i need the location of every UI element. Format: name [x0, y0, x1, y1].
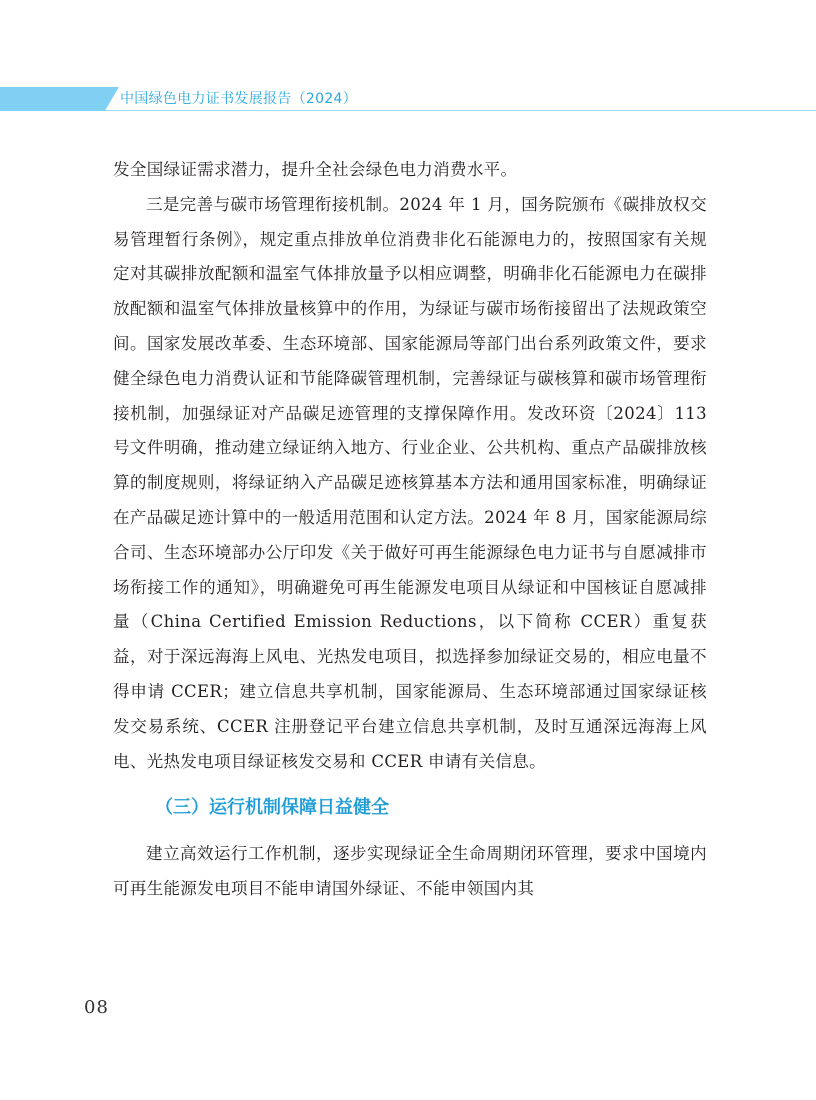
page-body	[113, 153, 707, 907]
body-paragraph-carbon-market: 三是完善与碳市场管理衔接机制。2024 年 1 月，国务院颁布《碳排放权交易管理暂行条例》，规定重点排放单位消费非化石能源电力的，按照国家有关规定对其碳排放配额和温室气体排放量予以相应调整，明确非化石能源电力在碳排放配额和温室气体排放量核算中的作用，为绿证与碳市场衔接留出了法规政策空间。国家发展改革委、生态环境部、国家能源局等部门出台系列政策文件，要求健全绿色电力消费认证和节能降碳管理机制，完善绿证与碳核算和碳市场管理衔接机制，加强绿证对产品碳足迹管理的支撑保障作用。发改环资〔2024〕113 号文件明确，推动建立绿证纳入地方、行业企业、公共机构、重点产品碳排放核算的制度规则，将绿证纳入产品碳足迹核算基本方法和通用国家标准，明确绿证在产品碳足迹计算中的一般适用范围和认定方法。2024 年 8 月，国家能源局综合司、生态环境部办公厅印发《关于做好可再生能源绿色电力证书与自愿减排市场衔接工作的通知》，明确避免可再生能源发电项目从绿证和中国核证自愿减排量（China Certified Emission Reductions，以下简称 CCER）重复获益，对于深远海海上风电、光热发电项目，拟选择参加绿证交易的，相应电量不得申请 CCER；建立信息共享机制，国家能源局、生态环境部通过国家绿证核发交易系统、CCER 注册登记平台建立信息共享机制，及时互通深远海海上风电、光热发电项目绿证核发交易和 CCER 申请有关信息。	[113, 194, 707, 771]
body-paragraph-continuation: 发全国绿证需求潜力，提升全社会绿色电力消费水平。	[113, 160, 518, 179]
body-paragraph-mechanism: 建立高效运行工作机制，逐步实现绿证全生命周期闭环管理，要求中国境内可再生能源发电项目不能申请国外绿证、不能申领国内其	[113, 844, 707, 899]
page-number: 08	[84, 997, 109, 1018]
running-header-title: 中国绿色电力证书发展报告（2024）	[120, 91, 358, 107]
section-heading: （三）运行机制保障日益健全	[155, 797, 389, 819]
